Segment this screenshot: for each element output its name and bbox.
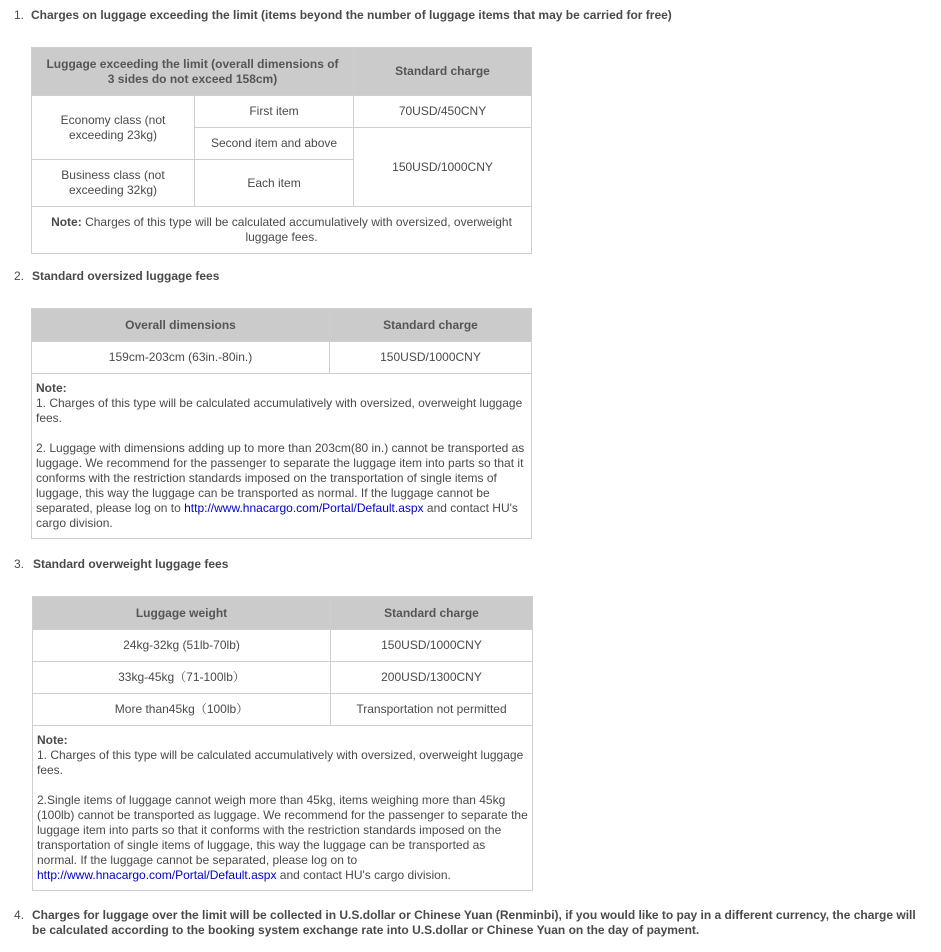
note-label: Note: — [51, 215, 82, 229]
section2-note — [32, 374, 532, 539]
dimension-cell: 159cm-203cm (63in.-80in.) — [32, 342, 330, 374]
section4-heading — [14, 908, 919, 938]
charge-cell: 200USD/1300CNY — [331, 662, 533, 694]
section3-heading — [14, 557, 614, 572]
note-item-2-text: 2.Single items of luggage cannot weigh more than 45kg, items weighing more than 45kg (100lb) cannot be transported as luggage. We recommend for the passenger to separate the luggage item into parts so that it conforms with the restriction standards imposed on the transportation of single items of luggage, this way the luggage can be transported as normal. If the luggage cannot be separated, please log on to — [37, 793, 528, 867]
luggage-limit-table — [31, 47, 532, 254]
note-item-2-text: 2. Luggage with dimensions adding up to more than 203cm(80 in.) cannot be transported as luggage. We recommend for the passenger to separate the luggage item into parts so that it conforms with the restriction standards imposed on the transportation of single items of luggage, this way the luggage can be transported as normal. If the luggage cannot be separated, please log on to — [36, 441, 525, 515]
section3-note — [33, 726, 533, 891]
section3-title: Standard overweight luggage fees — [33, 557, 229, 571]
note-item-1: 1. Charges of this type will be calculated accumulatively with oversized, overweight luggage fees. — [37, 748, 524, 777]
section1-heading — [14, 8, 914, 23]
note-item-2-suffix: and contact HU's cargo division. — [276, 868, 451, 882]
header-standard-charge: Standard charge — [330, 309, 532, 342]
charge-cell: Transportation not permitted — [331, 694, 533, 726]
second-item-cell: Second item and above — [195, 128, 354, 160]
weight-cell: More than45kg（100lb） — [33, 694, 331, 726]
section3-number: 3. — [14, 557, 25, 571]
economy-class-cell: Economy class (not exceeding 23kg) — [32, 96, 195, 160]
header-overall-dimensions: Overall dimensions — [32, 309, 330, 342]
header-standard-charge: Standard charge — [331, 597, 533, 630]
overweight-fees-table — [32, 596, 533, 891]
header-standard-charge: Standard charge — [354, 48, 532, 96]
note-item-2 — [36, 441, 524, 530]
business-class-cell: Business class (not exceeding 32kg) — [32, 160, 195, 207]
section1-note — [32, 207, 532, 254]
each-item-cell: Each item — [195, 160, 354, 207]
weight-cell: 33kg-45kg（71-100lb） — [33, 662, 331, 694]
section2-title: Standard oversized luggage fees — [32, 269, 220, 283]
hnacargo-link[interactable]: http://www.hnacargo.com/Portal/Default.aspx — [37, 868, 277, 882]
first-item-charge-cell: 70USD/450CNY — [354, 96, 532, 128]
weight-cell: 24kg-32kg (51lb-70lb) — [33, 630, 331, 662]
section4-number: 4. — [14, 908, 25, 922]
shared-charge-cell: 150USD/1000CNY — [354, 128, 532, 207]
charge-cell: 150USD/1000CNY — [331, 630, 533, 662]
note-label: Note: — [36, 381, 67, 395]
note-text: Charges of this type will be calculated accumulatively with oversized, overweight luggage fees. — [81, 215, 512, 244]
section1-title: Charges on luggage exceeding the limit (items beyond the number of luggage items that may be carried for free) — [31, 8, 672, 22]
charge-cell: 150USD/1000CNY — [330, 342, 532, 374]
section2-heading — [14, 269, 614, 284]
section2-number: 2. — [14, 269, 25, 283]
header-luggage-weight: Luggage weight — [33, 597, 331, 630]
note-label: Note: — [37, 733, 68, 747]
section4-title: Charges for luggage over the limit will be collected in U.S.dollar or Chinese Yuan (Renminbi), if you would like to pay in a different currency, the charge will be calculated according to the booking system exchange rate into U.S.dollar or Chinese Yuan on the day of payment. — [32, 908, 916, 937]
header-luggage-exceeding: Luggage exceeding the limit (overall dimensions of 3 sides do not exceed 158cm) — [32, 48, 354, 96]
oversized-fees-table — [31, 308, 532, 539]
section1-number: 1. — [14, 8, 25, 22]
hnacargo-link[interactable]: http://www.hnacargo.com/Portal/Default.aspx — [184, 501, 424, 515]
note-item-2 — [37, 793, 528, 882]
first-item-cell: First item — [195, 96, 354, 128]
note-item-2-suffix: and contact HU's cargo division. — [36, 501, 518, 530]
note-item-1: 1. Charges of this type will be calculated accumulatively with oversized, overweight luggage fees. — [36, 396, 523, 425]
